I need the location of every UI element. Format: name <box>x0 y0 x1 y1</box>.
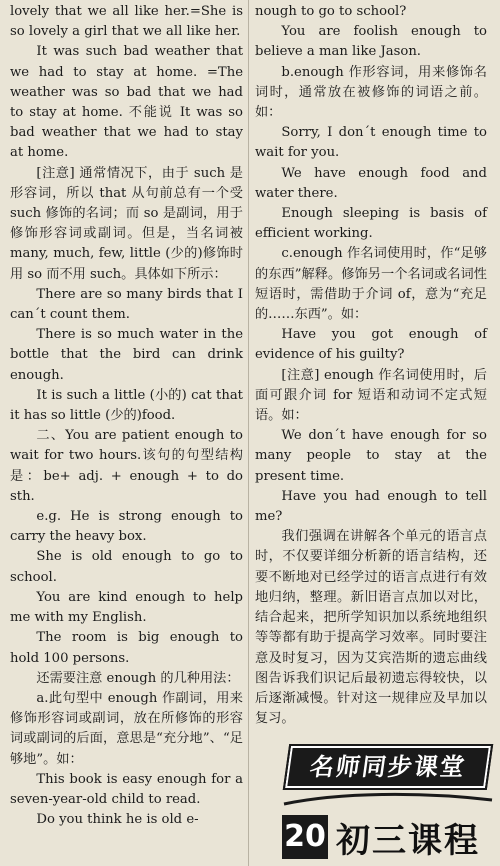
paragraph: nough to go to school? <box>255 4 407 19</box>
right-text-column <box>255 2 487 729</box>
paragraph: We don´t have enough for so many people to stay at the present time. <box>255 428 487 484</box>
paragraph: lovely that we all like her.=She is so lovely a girl that we all like her. <box>10 4 243 40</box>
left-text-column <box>10 2 243 830</box>
paragraph: Have you had enough to tell me? <box>255 488 487 525</box>
paragraph: You are foolish enough to believe a man like Jason. <box>255 24 487 60</box>
banner-course: 初三课程 <box>336 820 480 861</box>
paragraph: Sorry, I don´t enough time to wait for you. <box>255 125 487 161</box>
column-divider <box>248 0 249 866</box>
paragraph: There are so many birds that I can´t count them. <box>10 286 243 323</box>
paragraph: The room is big enough to hold 100 persons. <box>10 630 243 666</box>
paragraph: [注意] 通常情况下，由于 such 是形容词，所以 that 从句前总有一个受 such 修饰的名词；而 so 是副词，用于修饰形容词或副词。但是，当名词被 many, much, few, little (少的)修饰时用 so 而不用 such。具体如下所示： <box>10 165 243 282</box>
paragraph: You are kind enough to help me with my English. <box>10 589 243 626</box>
banner-subtitle-row <box>282 812 494 862</box>
paragraph: c.enough 作名词使用时，作“足够的东西”解释。修饰另一个名词或名词性短语时，需借助于介词 of，意为“充足的……东西”。如： <box>255 246 487 323</box>
paragraph: e.g. He is strong enough to carry the heavy box. <box>10 509 243 545</box>
paragraph: b.enough 作形容词，用来修饰名词时，通常放在被修饰的词语之前。如： <box>255 64 487 121</box>
paragraph: 还需要注意 enough 的几种用法： <box>36 670 240 686</box>
swoosh-icon <box>282 790 494 808</box>
paragraph: Have you got enough of evidence of his guilty? <box>255 327 487 363</box>
paragraph: [注意] enough 作名词使用时，后面可跟介词 for 短语和动词不定式短语。如： <box>255 367 487 424</box>
paragraph: Do you think he is old e- <box>36 812 199 828</box>
paragraph: 我们强调在讲解各个单元的语言点时，不仅要详细分析新的语言结构，还要不断地对已经学过的语言点进行有效地归纳，整理。新旧语言点加以对比，结合起来，把所学知识加以系统地组织等等都有助于提高学习效率。同时要注意及时复习，因为艾宾浩斯的遗忘曲线图告诉我们识记后最初遗忘得较快，以后逐渐减慢。针对这一规律应及早加以复习。 <box>255 529 487 727</box>
paragraph: We have enough food and water there. <box>255 165 487 201</box>
paragraph: Enough sleeping is basis of efficient working. <box>255 206 487 242</box>
paragraph: She is old enough to go to school. <box>10 549 243 585</box>
section-banner-logo <box>282 744 494 862</box>
paragraph: It is such a little (小的) cat that it has so little (少的)food. <box>10 387 243 424</box>
paragraph: It was such bad weather that we had to stay at home. =The weather was so bad that we had to stay at home. 不能说 It was so bad weather that we had to stay at home. <box>10 44 243 161</box>
paragraph: 二、You are patient enough to wait for two hours.该句的句型结构是：be+ adj. + enough + to do sth. <box>10 428 243 504</box>
banner-number: 20 <box>282 815 328 859</box>
paragraph: There is so much water in the bottle that the bird can drink enough. <box>10 327 243 383</box>
banner-title: 名师同步课堂 <box>283 744 493 790</box>
paragraph: This book is easy enough for a seven-year-old child to read. <box>10 771 243 807</box>
paragraph: a.此句型中 enough 作副词，用来修饰形容词或副词，放在所修饰的形容词或副词的后面，意思是“充分地”、“足够地”。如： <box>10 690 243 767</box>
